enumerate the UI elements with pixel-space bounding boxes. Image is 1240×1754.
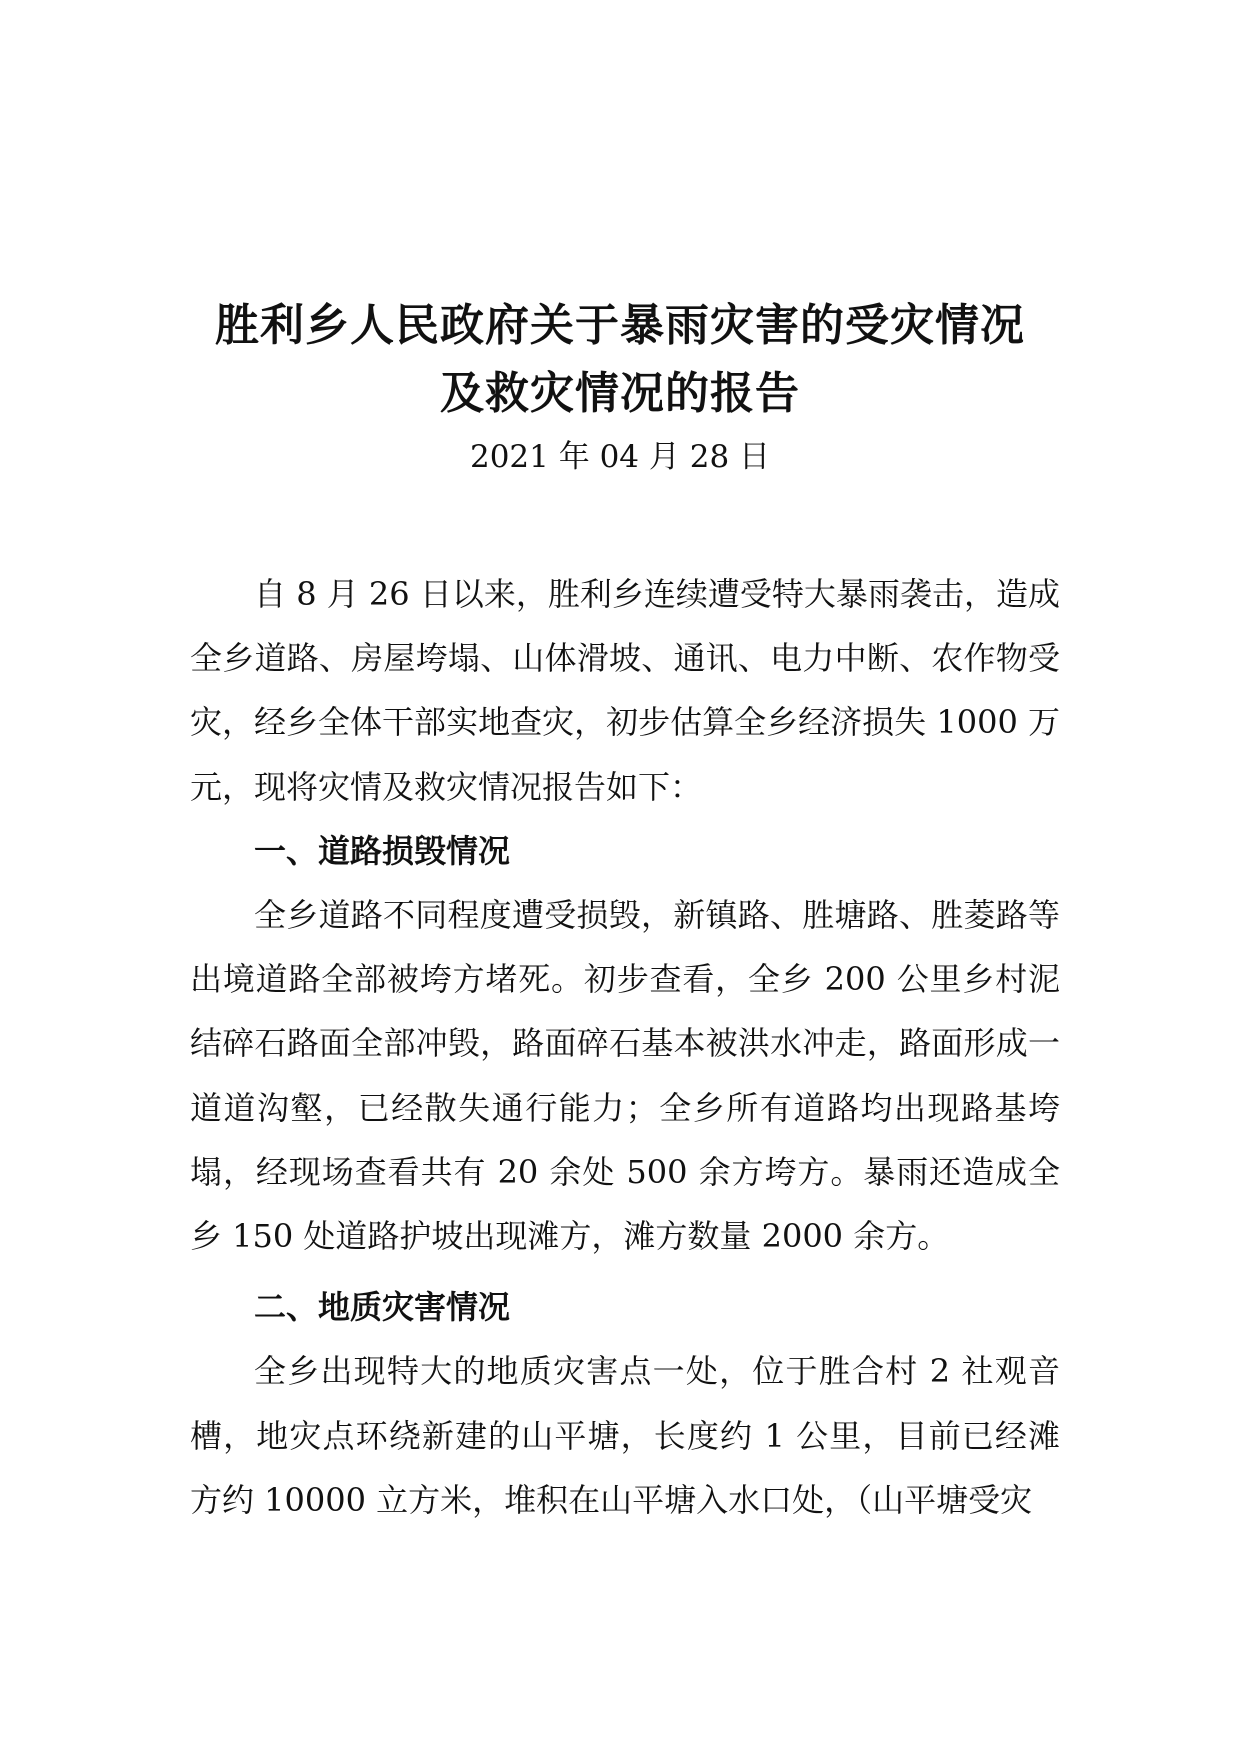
report-body <box>190 562 1060 1532</box>
section-body-road-damage: 全乡道路不同程度遭受损毁，新镇路、胜塘路、胜菱路等出境道路全部被垮方堵死。初步查看，全乡 200 公里乡村泥结碎石路面全部冲毁，路面碎石基本被洪水冲走，路面形成一道道沟壑，已经散失通行能力；全乡所有道路均出现路基垮塌，经现场查看共有 20 余处 500 余方垮方。暴雨还造成全乡 150 处道路护坡出现滩方，滩方数量 2000 余方。 <box>190 896 1060 1256</box>
section-heading-road-damage: 一、道路损毁情况 <box>254 831 511 870</box>
report-title-line-2: 及救灾情况的报告 <box>440 368 800 419</box>
report-title-line-1: 胜利乡人民政府关于暴雨灾害的受灾情况 <box>215 300 1025 351</box>
intro-paragraph: 自 8 月 26 日以来，胜利乡连续遭受特大暴雨袭击，造成全乡道路、房屋垮塌、山体滑坡、通讯、电力中断、农作物受灾，经乡全体干部实地查灾，初步估算全乡经济损失 1000 万元，现将灾情及救灾情况报告如下： <box>190 575 1060 806</box>
section-heading-geological-disaster: 二、地质灾害情况 <box>254 1288 511 1327</box>
report-date: 2021 年 04 月 28 日 <box>469 439 771 475</box>
section-body-geological-disaster: 全乡出现特大的地质灾害点一处，位于胜合村 2 社观音槽，地灾点环绕新建的山平塘，长度约 1 公里，目前已经滩方约 10000 立方米，堆积在山平塘入水口处，（山平塘受灾 <box>190 1352 1060 1519</box>
